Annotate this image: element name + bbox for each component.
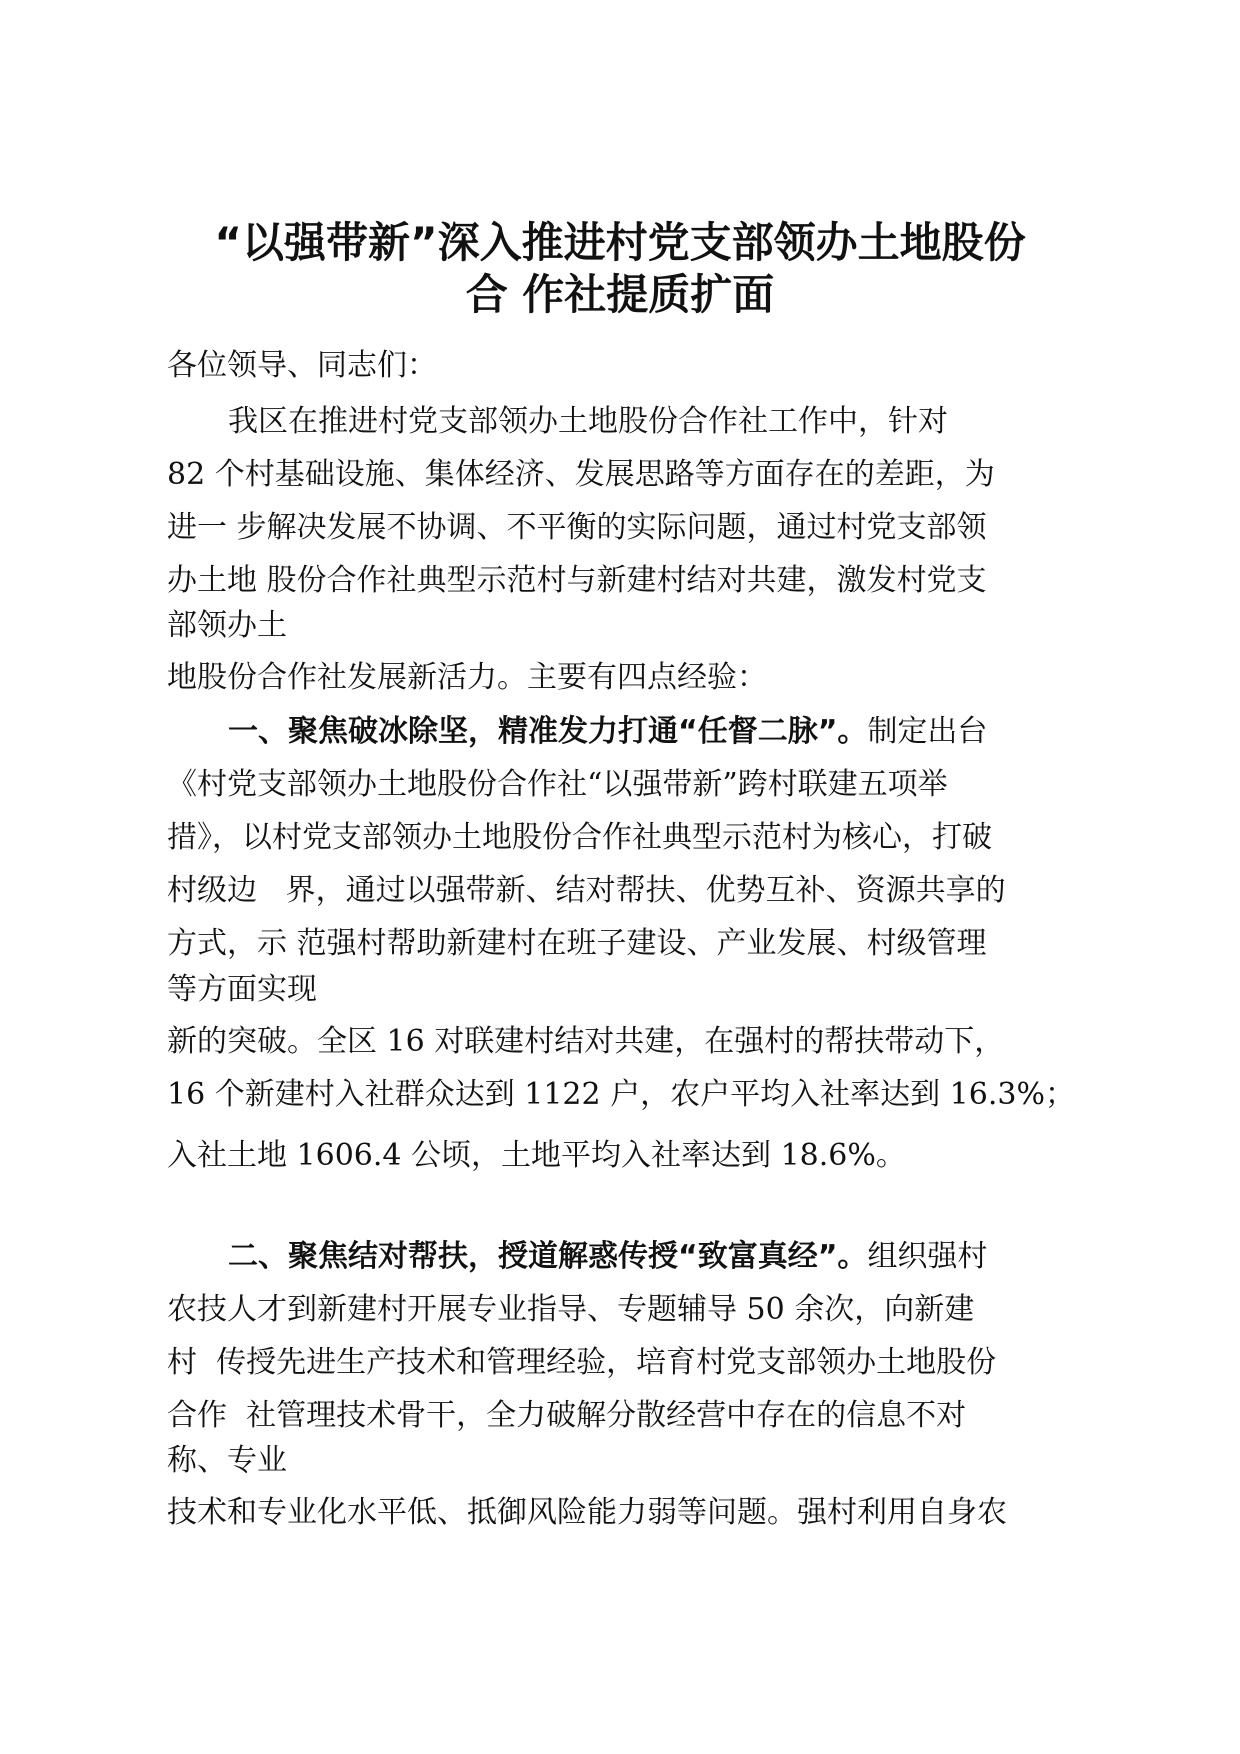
section-1-text: 制定出台 bbox=[867, 714, 988, 749]
section-1-line: 入社土地 1606.4 公顷，土地平均入社率达到 18.6%。 bbox=[167, 1138, 906, 1173]
section-1-line: 村级边 界，通过以强带新、结对帮扶、优势互补、资源共享的 bbox=[167, 873, 1006, 908]
intro-line: 部领办土 bbox=[167, 608, 287, 643]
intro-line: 82 个村基础设施、集体经济、发展思路等方面存在的差距，为 bbox=[167, 457, 995, 492]
section-2-line: 技术和专业化水平低、抵御风险能力弱等问题。强村利用自身农 bbox=[167, 1495, 1007, 1530]
section-1-line: 16 个新建村入社群众达到 1122 户，农户平均入社率达到 16.3%； bbox=[167, 1077, 1075, 1112]
section-1-heading: 一、聚焦破冰除坚，精准发力打通“任督二脉”。 bbox=[228, 714, 868, 749]
section-2-line: 农技人才到新建村开展专业指导、专题辅导 50 余次，向新建 bbox=[167, 1292, 975, 1327]
document-title-line-1: “以强带新”深入推进村党支部领办土地股份 bbox=[214, 218, 1026, 267]
section-1-line: 等方面实现 bbox=[167, 972, 317, 1007]
section-1-line: 新的突破。全区 16 对联建村结对共建，在强村的帮扶带动下， bbox=[167, 1024, 1005, 1059]
intro-line: 办土地 股份合作社典型示范村与新建村结对共建，激发村党支 bbox=[167, 563, 987, 598]
section-1-line: 措》，以村党支部领办土地股份合作社典型示范村为核心，打破 bbox=[167, 820, 992, 855]
salutation: 各位领导、同志们： bbox=[167, 348, 437, 383]
section-2-line: 合作 社管理技术骨干，全力破解分散经营中存在的信息不对 bbox=[167, 1398, 967, 1433]
section-1-first-line bbox=[228, 712, 987, 752]
section-2-line: 村 传授先进生产技术和管理经验，培育村党支部领办土地股份 bbox=[167, 1345, 997, 1380]
section-1-line: 《村党支部领办土地股份合作社“以强带新”跨村联建五项举 bbox=[167, 767, 948, 802]
document-title-line-2: 合 作社提质扩面 bbox=[465, 270, 775, 319]
intro-line: 进一 步解决发展不协调、不平衡的实际问题，通过村党支部领 bbox=[167, 510, 987, 545]
intro-line: 我区在推进村党支部领办土地股份合作社工作中，针对 bbox=[228, 404, 948, 439]
section-2-heading: 二、聚焦结对帮扶，授道解惑传授“致富真经”。 bbox=[228, 1239, 868, 1274]
section-2-first-line bbox=[228, 1237, 987, 1277]
intro-line: 地股份合作社发展新活力。主要有四点经验： bbox=[167, 660, 767, 695]
section-2-text: 组织强村 bbox=[867, 1239, 988, 1274]
section-2-line: 称、专业 bbox=[167, 1443, 287, 1478]
section-1-line: 方式，示 范强村帮助新建村在班子建设、产业发展、村级管理 bbox=[167, 926, 987, 961]
